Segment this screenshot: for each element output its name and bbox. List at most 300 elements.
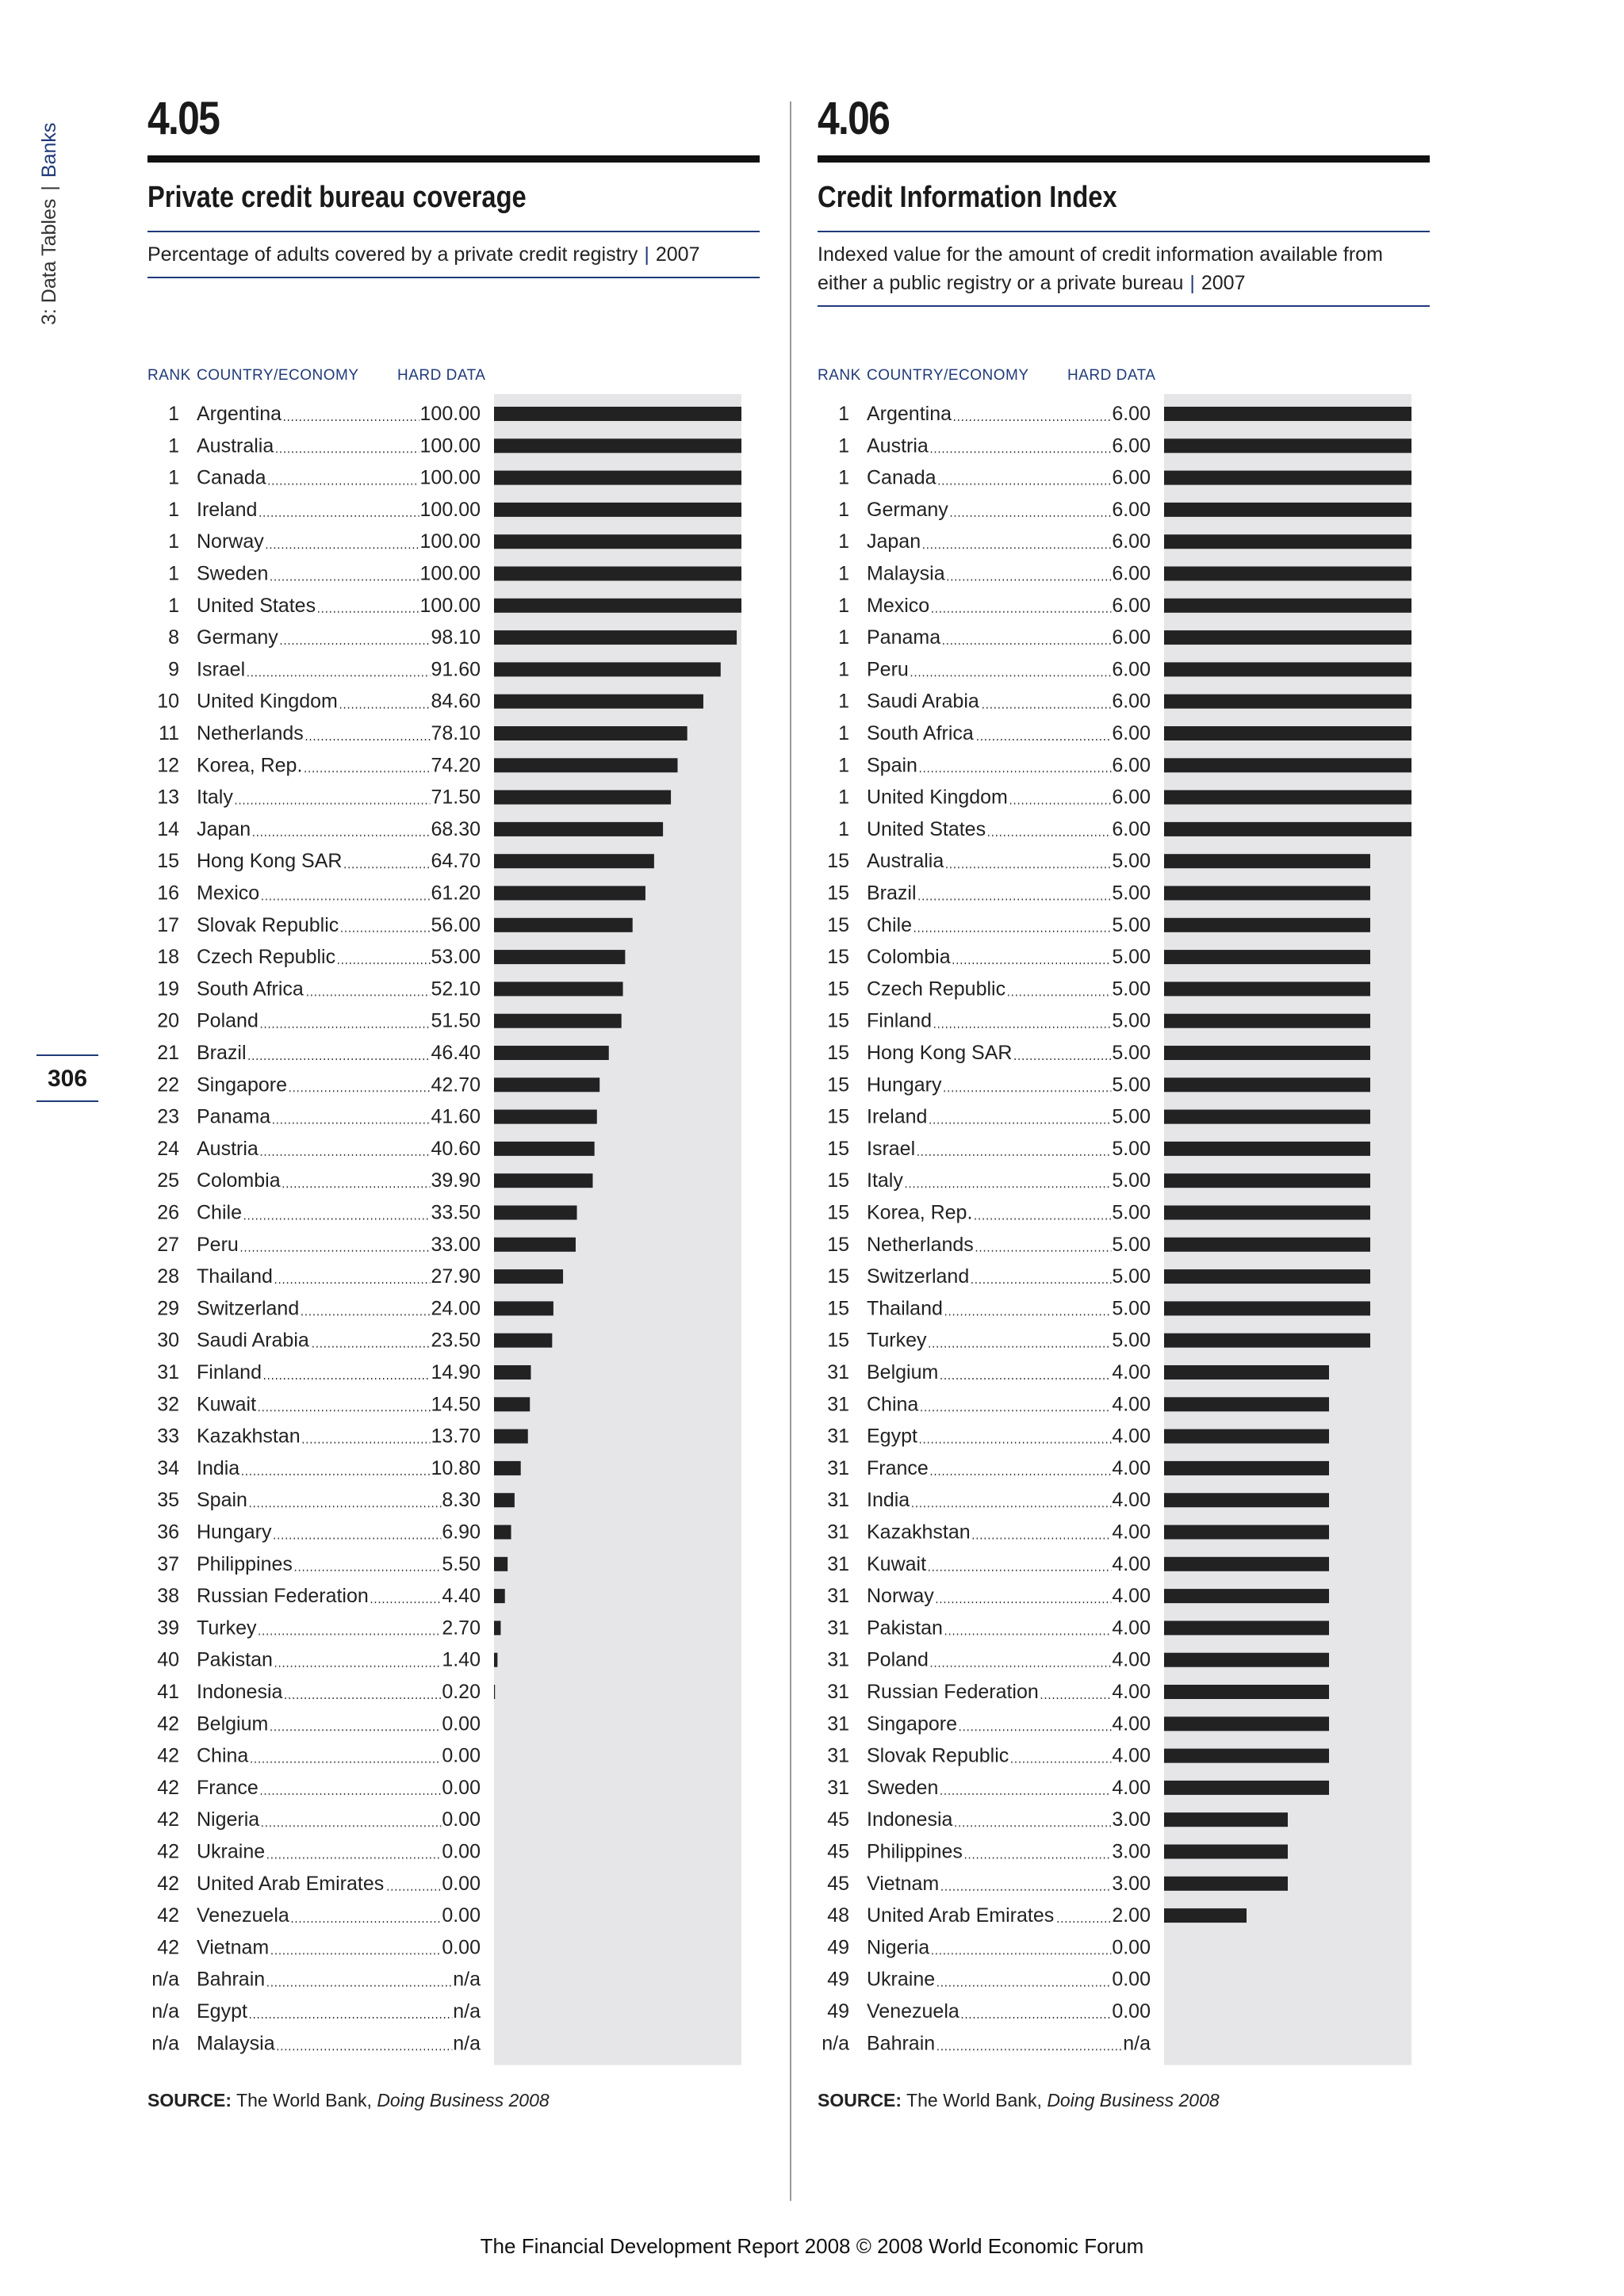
data-label: 0.00	[442, 1840, 481, 1863]
bar-chart-credit-information-index	[818, 392, 1420, 2057]
country-label: Mexico	[867, 594, 930, 617]
rank-label: 1	[838, 658, 849, 681]
bar	[494, 854, 654, 868]
source-title: Doing Business 2008	[377, 2090, 550, 2110]
country-label: Belgium	[867, 1361, 939, 1383]
country-label: Chile	[867, 913, 912, 936]
bar	[494, 662, 721, 676]
data-label: 6.00	[1112, 594, 1151, 617]
rank-label: 49	[827, 2000, 849, 2022]
country-label: Sweden	[867, 1776, 939, 1799]
data-label: 5.00	[1112, 1137, 1151, 1160]
rank-label: 36	[157, 1521, 179, 1544]
rank-label: n/a	[151, 1968, 179, 1991]
bar	[1164, 1142, 1370, 1156]
source-text: The World Bank,	[236, 2090, 372, 2110]
data-label: 91.60	[431, 658, 481, 681]
source-label: SOURCE:	[818, 2090, 902, 2110]
rank-label: 24	[157, 1137, 179, 1160]
country-label: Chile	[197, 1201, 242, 1224]
country-label: Bahrain	[197, 1968, 266, 1991]
bar	[1164, 503, 1411, 517]
data-label: 6.00	[1112, 722, 1151, 744]
data-label: 6.00	[1112, 403, 1151, 425]
rank-label: 19	[157, 978, 179, 1001]
bar	[494, 1269, 563, 1284]
data-label: 78.10	[431, 722, 481, 744]
bar	[1164, 950, 1370, 964]
data-label: 100.00	[419, 498, 481, 521]
rank-label: 8	[168, 626, 179, 649]
rank-label: 1	[838, 817, 849, 840]
data-label: 64.70	[431, 850, 481, 873]
country-label: Spain	[867, 754, 917, 777]
bar	[1164, 1557, 1329, 1571]
data-label: 4.00	[1112, 1361, 1151, 1383]
data-label: 71.50	[431, 786, 481, 809]
country-label: Brazil	[867, 882, 917, 905]
data-label: 100.00	[419, 562, 481, 585]
bar	[494, 1301, 553, 1315]
bar	[494, 1014, 622, 1028]
bar	[1164, 1461, 1329, 1475]
bar	[1164, 1716, 1329, 1731]
bar	[1164, 1110, 1370, 1124]
data-label: 4.40	[442, 1585, 481, 1608]
bar	[1164, 758, 1411, 772]
bar	[494, 503, 741, 517]
rank-label: 13	[157, 786, 179, 809]
subtitle-year: 2007	[1201, 272, 1246, 294]
bar	[1164, 726, 1411, 740]
rank-label: n/a	[151, 2032, 179, 2055]
bar	[494, 1621, 500, 1635]
country-label: Japan	[867, 530, 921, 553]
bar	[1164, 790, 1411, 805]
data-label: 42.70	[431, 1073, 481, 1096]
data-label: 6.00	[1112, 562, 1151, 585]
country-label: Austria	[197, 1137, 259, 1160]
data-label: 0.00	[1112, 2000, 1151, 2022]
bar	[1164, 1206, 1370, 1220]
country-label: Italy	[197, 786, 233, 809]
country-label: Netherlands	[867, 1233, 974, 1256]
rank-label: 31	[827, 1744, 849, 1767]
country-label: Czech Republic	[197, 946, 336, 969]
data-label: 40.60	[431, 1137, 481, 1160]
country-label: Panama	[197, 1105, 271, 1128]
rank-label: 42	[157, 1712, 179, 1735]
source-title: Doing Business 2008	[1047, 2090, 1220, 2110]
country-label: Ireland	[197, 498, 258, 521]
bar	[494, 471, 741, 485]
bar	[1164, 1749, 1329, 1763]
rank-label: 1	[838, 786, 849, 809]
bar	[1164, 1077, 1370, 1092]
data-label: 51.50	[431, 1009, 481, 1032]
bar	[494, 438, 741, 453]
rank-label: 1	[838, 626, 849, 649]
bar	[494, 1238, 576, 1252]
bar	[1164, 1525, 1329, 1540]
rank-label: 31	[827, 1361, 849, 1383]
data-label: 100.00	[419, 434, 481, 457]
rank-label: 10	[157, 690, 179, 713]
rank-label: 15	[827, 1042, 849, 1064]
country-label: Malaysia	[867, 562, 945, 585]
country-label: United Arab Emirates	[867, 1904, 1055, 1927]
country-label: Indonesia	[197, 1681, 283, 1703]
bar	[494, 1461, 521, 1475]
bar	[1164, 1845, 1288, 1859]
country-label: Kazakhstan	[867, 1521, 971, 1544]
heavy-rule	[818, 155, 1430, 163]
rank-header: RANK	[147, 367, 191, 384]
data-label: 4.00	[1112, 1648, 1151, 1671]
rank-label: 31	[827, 1776, 849, 1799]
rank-label: 42	[157, 1808, 179, 1831]
data-label: 4.00	[1112, 1489, 1151, 1512]
country-label: United States	[867, 817, 986, 840]
data-label: 6.00	[1112, 786, 1151, 809]
data-label: 5.00	[1112, 1073, 1151, 1096]
bar-chart-private-credit-bureau	[147, 392, 750, 2057]
bar	[1164, 1365, 1329, 1380]
bar	[494, 950, 625, 964]
country-label: Turkey	[197, 1617, 257, 1640]
rank-label: 18	[157, 946, 179, 969]
bar	[494, 1077, 599, 1092]
value-header: HARD DATA	[397, 367, 486, 384]
bar	[494, 886, 645, 901]
country-label: Austria	[867, 434, 929, 457]
country-label: Canada	[867, 466, 936, 489]
data-label: 0.00	[1112, 1968, 1151, 1991]
rank-label: 21	[157, 1042, 179, 1064]
country-label: Singapore	[867, 1712, 957, 1735]
subtitle-separator: |	[1189, 272, 1195, 294]
rank-label: 1	[838, 434, 849, 457]
bar	[494, 1557, 508, 1571]
country-label: Poland	[867, 1648, 929, 1671]
rank-label: 23	[157, 1105, 179, 1128]
data-label: n/a	[453, 1968, 481, 1991]
rank-label: 9	[168, 658, 179, 681]
country-label: China	[867, 1393, 919, 1416]
country-label: Germany	[197, 626, 278, 649]
country-label: Italy	[867, 1169, 903, 1192]
bar	[1164, 1238, 1370, 1252]
heavy-rule	[147, 155, 760, 163]
rank-label: 15	[827, 850, 849, 873]
data-label: 6.00	[1112, 754, 1151, 777]
data-label: 4.00	[1112, 1552, 1151, 1575]
rank-label: 38	[157, 1585, 179, 1608]
rank-label: 1	[168, 403, 179, 425]
rank-label: 41	[157, 1681, 179, 1703]
rank-label: 40	[157, 1648, 179, 1671]
chapter-label: 3: Data Tables	[38, 198, 60, 325]
data-label: 4.00	[1112, 1585, 1151, 1608]
data-label: 6.00	[1112, 498, 1151, 521]
country-label: Ireland	[867, 1105, 928, 1128]
country-label: Turkey	[867, 1329, 927, 1352]
bar	[1164, 1334, 1370, 1348]
country-label: Indonesia	[867, 1808, 953, 1831]
rank-label: 31	[827, 1456, 849, 1479]
country-label: Thailand	[197, 1265, 273, 1288]
bar	[494, 1397, 530, 1411]
data-label: 33.50	[431, 1201, 481, 1224]
bar	[1164, 918, 1370, 932]
data-label: 6.00	[1112, 466, 1151, 489]
data-label: 68.30	[431, 817, 481, 840]
data-label: 4.00	[1112, 1521, 1151, 1544]
bar	[494, 1653, 497, 1667]
rank-label: 33	[157, 1425, 179, 1448]
rank-label: 25	[157, 1169, 179, 1192]
table-panel-4-05	[147, 94, 760, 278]
country-label: Colombia	[867, 946, 951, 969]
bar	[1164, 630, 1411, 645]
country-label: Nigeria	[197, 1808, 260, 1831]
page-number: 306	[36, 1054, 98, 1102]
country-label: Kazakhstan	[197, 1425, 301, 1448]
rank-label: 32	[157, 1393, 179, 1416]
country-label: Belgium	[197, 1712, 269, 1735]
country-label: Ukraine	[867, 1968, 936, 1991]
rank-label: 39	[157, 1617, 179, 1640]
bar	[1164, 1908, 1247, 1923]
rank-label: 15	[157, 850, 179, 873]
country-label: Slovak Republic	[867, 1744, 1009, 1767]
data-label: 2.00	[1112, 1904, 1151, 1927]
rank-label: 1	[838, 754, 849, 777]
rank-label: 17	[157, 913, 179, 936]
rank-label: 1	[838, 530, 849, 553]
rank-label: 15	[827, 1137, 849, 1160]
country-label: Colombia	[197, 1169, 281, 1192]
bar	[494, 1110, 597, 1124]
bar	[1164, 1621, 1329, 1635]
country-label: Thailand	[867, 1297, 943, 1320]
bar	[494, 822, 663, 836]
rank-label: 1	[168, 562, 179, 585]
bar	[494, 918, 633, 932]
data-label: 5.00	[1112, 913, 1151, 936]
rank-label: 31	[827, 1521, 849, 1544]
rank-label: 31	[827, 1489, 849, 1512]
data-label: 4.00	[1112, 1425, 1151, 1448]
data-label: 33.00	[431, 1233, 481, 1256]
rank-label: 15	[827, 882, 849, 905]
country-label: Egypt	[867, 1425, 917, 1448]
bar	[494, 695, 703, 709]
rank-label: 1	[168, 466, 179, 489]
source-note	[818, 2090, 1220, 2111]
bar	[1164, 1301, 1370, 1315]
bar	[494, 1142, 595, 1156]
country-label: Argentina	[197, 403, 282, 425]
data-label: 0.00	[442, 1904, 481, 1927]
bar	[1164, 1812, 1288, 1827]
rank-label: 31	[827, 1393, 849, 1416]
rank-label: n/a	[822, 2032, 849, 2055]
bar-track	[494, 394, 741, 2065]
rank-label: 31	[827, 1585, 849, 1608]
bar	[494, 630, 737, 645]
data-label: 0.00	[442, 1936, 481, 1959]
rank-label: 15	[827, 946, 849, 969]
data-label: n/a	[453, 2000, 481, 2022]
country-label: Malaysia	[197, 2032, 275, 2055]
country-label: India	[867, 1489, 910, 1512]
source-note	[147, 2090, 550, 2111]
data-label: 39.90	[431, 1169, 481, 1192]
country-label: Switzerland	[197, 1297, 300, 1320]
country-label: Japan	[197, 817, 251, 840]
data-label: 1.40	[442, 1648, 481, 1671]
country-label: Russian Federation	[867, 1681, 1039, 1703]
country-label: Norway	[867, 1585, 934, 1608]
bar	[494, 982, 623, 996]
rank-label: 1	[838, 594, 849, 617]
country-label: Israel	[197, 658, 246, 681]
bar	[1164, 534, 1411, 549]
data-label: 6.00	[1112, 817, 1151, 840]
data-label: 6.00	[1112, 530, 1151, 553]
bar	[1164, 1781, 1329, 1795]
bar	[1164, 1429, 1329, 1444]
rank-label: 45	[827, 1808, 849, 1831]
data-label: 5.00	[1112, 1297, 1151, 1320]
rank-label: 31	[157, 1361, 179, 1383]
country-label: Hong Kong SAR	[197, 850, 343, 873]
country-label: Saudi Arabia	[867, 690, 979, 713]
country-label: Germany	[867, 498, 948, 521]
data-label: 46.40	[431, 1042, 481, 1064]
rank-label: 49	[827, 1936, 849, 1959]
rank-label: 1	[838, 690, 849, 713]
table-panel-4-06	[818, 94, 1430, 307]
rank-label: 42	[157, 1840, 179, 1863]
rank-label: 1	[168, 434, 179, 457]
bar	[1164, 1046, 1370, 1060]
rank-label: 34	[157, 1456, 179, 1479]
bar	[494, 758, 678, 772]
country-label: United Kingdom	[197, 690, 338, 713]
bar	[1164, 1653, 1329, 1667]
data-label: 6.00	[1112, 690, 1151, 713]
bar	[1164, 1397, 1329, 1411]
country-label: France	[197, 1776, 259, 1799]
country-label: Philippines	[197, 1552, 293, 1575]
rank-label: 15	[827, 1073, 849, 1096]
bar	[494, 1429, 528, 1444]
country-label: Hungary	[197, 1521, 272, 1544]
country-label: Saudi Arabia	[197, 1329, 309, 1352]
bar	[1164, 599, 1411, 613]
bar	[1164, 471, 1411, 485]
data-label: 6.00	[1112, 434, 1151, 457]
country-label: Switzerland	[867, 1265, 970, 1288]
data-label: 5.00	[1112, 1201, 1151, 1224]
rank-label: 1	[168, 594, 179, 617]
rank-label: 14	[157, 817, 179, 840]
subtitle-rule	[147, 277, 760, 278]
data-label: 4.00	[1112, 1617, 1151, 1640]
country-label: Brazil	[197, 1042, 247, 1064]
rank-label: 15	[827, 913, 849, 936]
rank-label: 15	[827, 978, 849, 1001]
country-label: United Arab Emirates	[197, 1872, 385, 1895]
data-label: 5.00	[1112, 1169, 1151, 1192]
rank-label: 42	[157, 1872, 179, 1895]
bar	[494, 1046, 609, 1060]
subtitle-separator: |	[644, 243, 649, 266]
country-label: Mexico	[197, 882, 260, 905]
country-label: Netherlands	[197, 722, 304, 744]
rank-label: 42	[157, 1744, 179, 1767]
bar	[494, 1685, 495, 1699]
data-label: 10.80	[431, 1456, 481, 1479]
data-label: 56.00	[431, 913, 481, 936]
table-number: 4.06	[818, 93, 890, 144]
data-label: 5.00	[1112, 1042, 1151, 1064]
bar	[1164, 1173, 1370, 1188]
bar	[1164, 438, 1411, 453]
country-label: Sweden	[197, 562, 269, 585]
data-label: 8.30	[442, 1489, 481, 1512]
bar	[1164, 886, 1370, 901]
rank-label: 35	[157, 1489, 179, 1512]
country-label: Hong Kong SAR	[867, 1042, 1013, 1064]
data-label: 6.00	[1112, 626, 1151, 649]
rank-label: 22	[157, 1073, 179, 1096]
data-label: n/a	[453, 2032, 481, 2055]
bar	[1164, 1014, 1370, 1028]
bar	[494, 599, 741, 613]
data-label: 14.50	[431, 1393, 481, 1416]
country-label: Venezuela	[197, 1904, 289, 1927]
data-label: 6.90	[442, 1521, 481, 1544]
rank-label: 42	[157, 1776, 179, 1799]
bar	[1164, 822, 1411, 836]
data-label: 52.10	[431, 978, 481, 1001]
data-label: 5.00	[1112, 1009, 1151, 1032]
section-side-label	[38, 123, 61, 325]
data-label: 2.70	[442, 1617, 481, 1640]
country-header: COUNTRY/ECONOMY	[197, 367, 359, 384]
data-label: 4.00	[1112, 1776, 1151, 1799]
country-label: China	[197, 1744, 249, 1767]
country-label: Norway	[197, 530, 264, 553]
data-label: 41.60	[431, 1105, 481, 1128]
country-label: Russian Federation	[197, 1585, 369, 1608]
bar	[1164, 695, 1411, 709]
data-label: 5.00	[1112, 946, 1151, 969]
country-header: COUNTRY/ECONOMY	[867, 367, 1029, 384]
rank-label: 15	[827, 1329, 849, 1352]
rank-label: 31	[827, 1712, 849, 1735]
data-label: 98.10	[431, 626, 481, 649]
country-label: Hungary	[867, 1073, 942, 1096]
bar	[494, 1365, 530, 1380]
data-label: 61.20	[431, 882, 481, 905]
data-label: 5.50	[442, 1552, 481, 1575]
rank-label: 11	[159, 722, 179, 744]
country-label: Spain	[197, 1489, 247, 1512]
